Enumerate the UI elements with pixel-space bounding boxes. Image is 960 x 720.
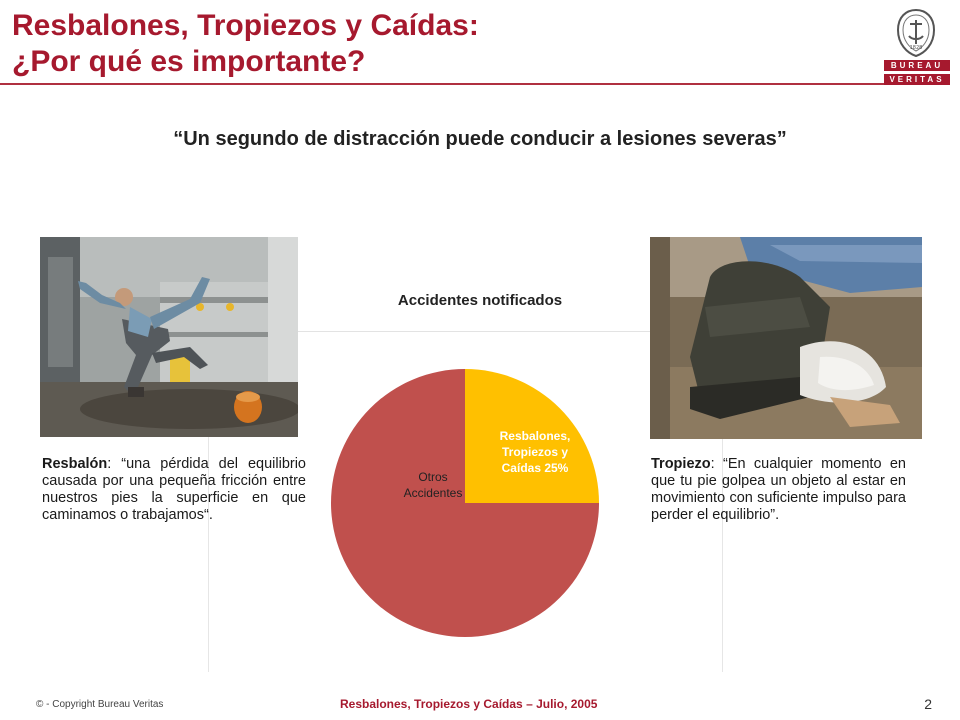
chart-title: Accidentes notificados [397, 292, 563, 309]
title-line-2: ¿Por qué es importante? [12, 45, 366, 78]
pie-slice-label: Resbalones, Tropiezos y Caídas 25% [499, 429, 571, 475]
bureau-veritas-logo [884, 8, 950, 86]
slide-title [12, 8, 479, 80]
footer-copyright: © - Copyright Bureau Veritas [36, 699, 164, 710]
trip-definition: : “En cualquier momento en que tu pie golpea un objeto al estar en movimiento con suficiente impulso para perder el equilibrio”. [651, 456, 906, 523]
title-line-1: Resbalones, Tropiezos y Caídas: [12, 9, 479, 42]
trip-description [651, 456, 906, 524]
logo-line-2: VERITAS [884, 74, 950, 85]
accidents-pie-chart [330, 368, 600, 638]
trip-photo [650, 237, 922, 439]
logo-line-1: BUREAU [884, 60, 950, 71]
trip-term: Tropiezo [651, 456, 711, 472]
slip-definition: : “una pérdida del equilibrio causada por una pequeña fricción entre nuestros pies la superficie en que caminamos o trabajamos“. [42, 456, 306, 523]
slip-term: Resbalón [42, 456, 108, 472]
seal-icon [894, 8, 938, 58]
slip-description [42, 456, 306, 524]
headline-quote: “Un segundo de distracción puede conducir a lesiones severas” [173, 128, 787, 150]
footer-title: Resbalones, Tropiezos y Caídas – Julio, 2005 [340, 697, 598, 711]
pie-slice-label: Otros Accidentes [403, 470, 463, 500]
title-divider [0, 83, 885, 85]
seal-year: 1828 [909, 45, 923, 51]
page-number: 2 [924, 696, 932, 712]
guide-line [296, 331, 652, 332]
slip-photo [40, 237, 298, 437]
